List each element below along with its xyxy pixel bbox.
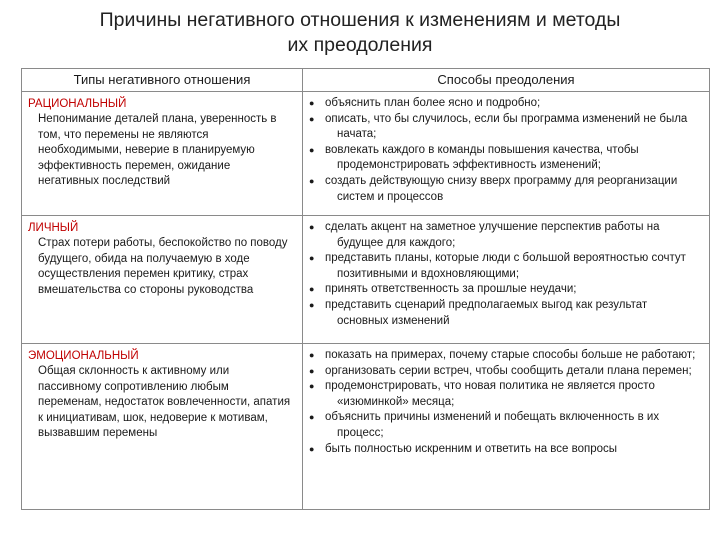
table-row <box>22 344 710 510</box>
title-line-1: Причины негативного отношения к изменениям и методы <box>99 9 621 31</box>
bullet-icon: ● <box>309 350 315 360</box>
type-name: РАЦИОНАЛЬНЫЙ <box>28 98 127 110</box>
table-header-row <box>22 69 710 92</box>
list-item: ● быть полностью искренним и ответить на все вопросы <box>309 442 701 458</box>
type-description: Непонимание деталей плана, уверенность в том, что перемены не являются необходимыми, неверие в планируемую эффективность перемен, ожидание негативных последствий <box>38 113 277 188</box>
bullet-icon: ● <box>309 253 315 264</box>
list-item: ● объяснить причины изменений и побещать включенность в их процесс; <box>309 411 660 439</box>
type-description: Страх потери работы, беспокойство по поводу будущего, обида на получаемую в ходе осуществления перемен критику, страх вмешательства со стороны руководства <box>38 237 288 296</box>
type-name: ЭМОЦИОНАЛЬНЫЙ <box>28 350 139 362</box>
bullet-icon: ● <box>309 365 315 376</box>
bullet-icon: ● <box>309 222 315 232</box>
list-item: ● представить сценарий предполагаемых выгод как результат основных изменений <box>309 298 648 327</box>
bullet-icon: ● <box>309 381 315 392</box>
header-methods: Способы преодоления <box>303 69 710 92</box>
bullet-icon: ● <box>309 412 315 423</box>
header-types: Типы негативного отношения <box>22 69 303 92</box>
bullet-icon: ● <box>309 299 315 310</box>
bullet-icon: ● <box>309 443 315 454</box>
bullet-icon: ● <box>309 144 315 155</box>
list-item: ● представить планы, которые люди с большой вероятностью сочтут позитивными и вдохновляющими; <box>309 252 686 280</box>
list-item: ● продемонстрировать, что новая политика не является просто «изюминкой» месяца; <box>309 380 655 408</box>
methods-list <box>309 220 701 329</box>
list-item: ● принять ответственность за прошлые неудачи; <box>309 282 701 298</box>
type-cell <box>22 344 303 510</box>
type-name: ЛИЧНЫЙ <box>28 222 79 234</box>
bullet-icon: ● <box>309 175 315 186</box>
methods-cell <box>303 216 710 344</box>
type-cell <box>22 92 303 216</box>
bullet-icon: ● <box>309 98 315 108</box>
table-row <box>22 92 710 216</box>
methods-cell <box>303 92 710 216</box>
list-item: ● вовлекать каждого в команды повышения качества, чтобы продемонстрировать эффективность изменений; <box>309 143 639 172</box>
bullet-icon: ● <box>309 113 315 124</box>
list-item: ● сделать акцент на заметное улучшение перспектив работы на будущее для каждого; <box>309 221 660 249</box>
list-item: ● создать действующую снизу вверх программу для реорганизации систем и процессов <box>309 174 678 203</box>
type-description: Общая склонность к активному или пассивному сопротивлению любым переменам, недостаток вовлеченности, апатия к инициативам, шок, недоверие к мотивам, вызвавшим перемены <box>38 365 291 440</box>
bullet-icon: ● <box>309 284 315 295</box>
methods-list <box>309 96 701 205</box>
changes-table <box>21 68 710 510</box>
page-title <box>20 8 700 58</box>
list-item: ● объяснить план более ясно и подробно; <box>309 96 701 112</box>
list-item: ● организовать серии встреч, чтобы сообщить детали плана перемен; <box>309 364 701 380</box>
table-row <box>22 216 710 344</box>
type-cell <box>22 216 303 344</box>
title-line-2: их преодоления <box>287 34 433 56</box>
methods-list <box>309 348 701 457</box>
list-item: ● описать, что бы случилось, если бы программа изменений не была начата; <box>309 112 688 141</box>
methods-cell <box>303 344 710 510</box>
list-item: ● показать на примерах, почему старые способы больше не работают; <box>309 348 701 364</box>
